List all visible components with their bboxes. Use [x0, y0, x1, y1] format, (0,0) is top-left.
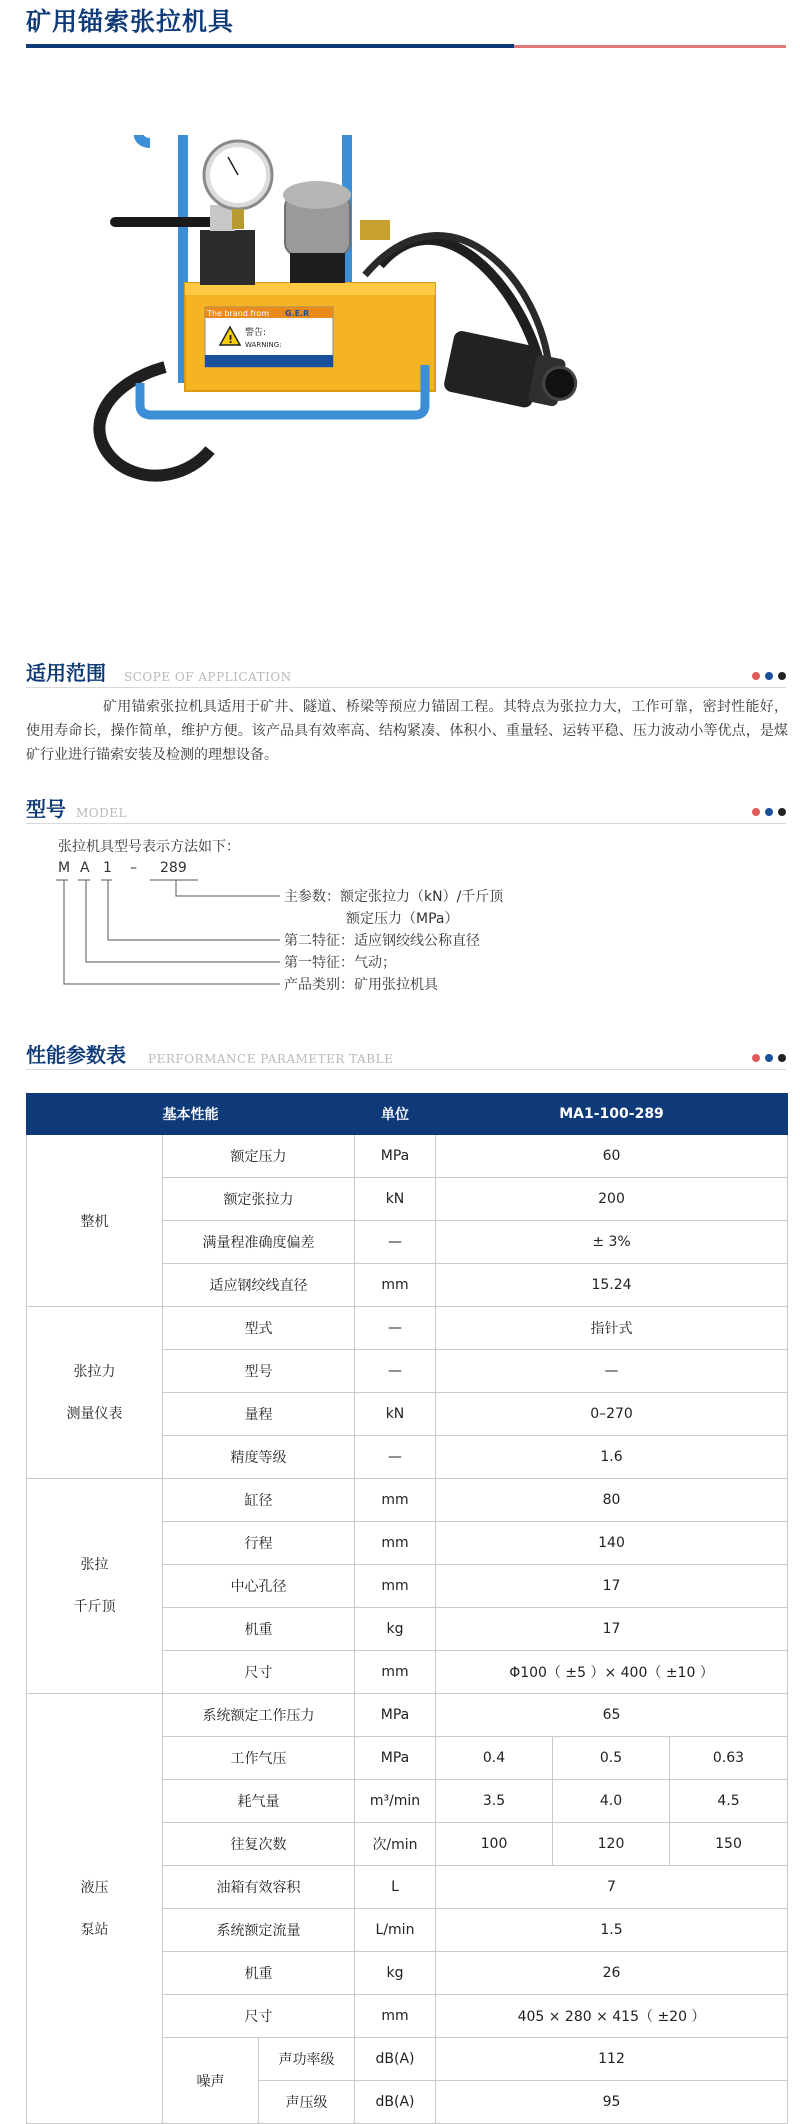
- param-unit: kN: [355, 1178, 436, 1221]
- param-unit: mm: [355, 1522, 436, 1565]
- param-unit: mm: [355, 1651, 436, 1694]
- category-pump: [27, 1694, 163, 2124]
- param-unit: MPa: [355, 1737, 436, 1780]
- page-title: 矿用锚索张拉机具: [26, 7, 235, 36]
- param-name: 系统额定流量: [163, 1909, 355, 1952]
- warning-en: WARNING:: [245, 341, 282, 349]
- param-value: 指针式: [436, 1307, 788, 1350]
- header-model: MA1-100-289: [436, 1094, 788, 1135]
- model-code-char: 1: [103, 860, 112, 876]
- param-unit: MPa: [355, 1135, 436, 1178]
- param-value: 15.24: [436, 1264, 788, 1307]
- title-underline-red: [514, 45, 786, 48]
- param-value: 112: [436, 2038, 788, 2081]
- category-gauge-line1: 张拉力: [73, 1363, 116, 1380]
- param-name: 型式: [163, 1307, 355, 1350]
- section-title-model: 型号: [26, 797, 66, 821]
- model-label-first-feature: 第一特征：气动；: [284, 955, 396, 971]
- param-name: 耗气量: [163, 1780, 355, 1823]
- param-value: 3.5: [436, 1780, 553, 1823]
- param-name: 行程: [163, 1522, 355, 1565]
- param-unit: mm: [355, 1479, 436, 1522]
- svg-text:!: !: [228, 333, 234, 346]
- header-basic: 基本性能: [27, 1094, 355, 1135]
- decorative-dots: [752, 672, 786, 680]
- section-subtitle-application: SCOPE OF APPLICATION: [124, 670, 292, 684]
- param-value: 0–270: [436, 1393, 788, 1436]
- param-value: 0.5: [553, 1737, 670, 1780]
- brand-label: The brand from: [207, 309, 269, 318]
- section-header-model: [26, 796, 786, 824]
- param-unit: —: [355, 1221, 436, 1264]
- model-label-second-feature: 第二特征：适应钢绞线公称直径: [284, 933, 480, 949]
- brand-mark: G.E.R: [285, 309, 310, 318]
- model-label-main-param: 主参数：额定张拉力（kN）/千斤顶: [284, 889, 504, 905]
- param-value: 405 × 280 × 415（ ±20 ）: [436, 1995, 788, 2038]
- param-value: 60: [436, 1135, 788, 1178]
- category-jack-line1: 张拉: [80, 1557, 109, 1573]
- param-unit: mm: [355, 1264, 436, 1307]
- param-value: 150: [670, 1823, 788, 1866]
- title-underline-blue: [26, 44, 514, 48]
- model-code-char: A: [80, 860, 90, 876]
- section-title-performance: 性能参数表: [26, 1043, 126, 1067]
- section-header-application: [26, 660, 786, 688]
- section-title-application: 适用范围: [26, 661, 106, 685]
- param-name: 精度等级: [163, 1436, 355, 1479]
- model-label-category: 产品类别：矿用张拉机具: [284, 977, 438, 993]
- param-unit: m³/min: [355, 1780, 436, 1823]
- param-name: 尺寸: [163, 1995, 355, 2038]
- param-value: 4.0: [553, 1780, 670, 1823]
- param-name: 中心孔径: [163, 1565, 355, 1608]
- category-jack-line2: 千斤顶: [73, 1599, 116, 1615]
- param-unit: MPa: [355, 1694, 436, 1737]
- param-unit: kg: [355, 1952, 436, 1995]
- table-row: [27, 1479, 788, 1522]
- product-photo: [80, 135, 720, 555]
- param-value: Φ100（ ±5 ）× 400（ ±10 ）: [436, 1651, 788, 1694]
- param-name: 额定压力: [163, 1135, 355, 1178]
- param-unit: mm: [355, 1995, 436, 2038]
- section-header-performance: [26, 1042, 786, 1070]
- param-unit: kg: [355, 1608, 436, 1651]
- param-unit: L/min: [355, 1909, 436, 1952]
- param-unit: dB(A): [355, 2038, 436, 2081]
- param-unit: —: [355, 1436, 436, 1479]
- param-unit: —: [355, 1350, 436, 1393]
- param-name: 额定张拉力: [163, 1178, 355, 1221]
- param-name: 油箱有效容积: [163, 1866, 355, 1909]
- category-pump-line1: 液压: [80, 1879, 109, 1896]
- param-unit: mm: [355, 1565, 436, 1608]
- param-name: 缸径: [163, 1479, 355, 1522]
- param-unit: dB(A): [355, 2081, 436, 2124]
- header-unit: 单位: [355, 1094, 436, 1135]
- model-code-char: M: [58, 860, 71, 876]
- param-value: 17: [436, 1565, 788, 1608]
- performance-table: [26, 1093, 788, 2124]
- param-value: 4.5: [670, 1780, 788, 1823]
- param-name: 工作气压: [163, 1737, 355, 1780]
- param-name: 满量程准确度偏差: [163, 1221, 355, 1264]
- table-row: [27, 1694, 788, 1737]
- model-label-main-param-2: 额定压力（MPa）: [346, 911, 459, 927]
- decorative-dots: [752, 808, 786, 816]
- param-value: 95: [436, 2081, 788, 2124]
- param-value: 65: [436, 1694, 788, 1737]
- param-value: 26: [436, 1952, 788, 1995]
- table-header-row: [27, 1094, 788, 1135]
- param-unit: kN: [355, 1393, 436, 1436]
- category-noise: 噪声: [163, 2038, 259, 2124]
- param-value: 200: [436, 1178, 788, 1221]
- param-name: 适应钢绞线直径: [163, 1264, 355, 1307]
- param-name: 型号: [163, 1350, 355, 1393]
- param-value: 80: [436, 1479, 788, 1522]
- table-row: [27, 1307, 788, 1350]
- param-value: —: [436, 1350, 788, 1393]
- section-subtitle-model: MODEL: [76, 806, 127, 820]
- param-value: 140: [436, 1522, 788, 1565]
- param-unit: 次/min: [355, 1823, 436, 1866]
- category-jack: [27, 1479, 163, 1694]
- param-value: 17: [436, 1608, 788, 1651]
- param-name: 系统额定工作压力: [163, 1694, 355, 1737]
- category-gauge: [27, 1307, 163, 1479]
- param-value: 1.5: [436, 1909, 788, 1952]
- param-name: 声功率级: [259, 2038, 355, 2081]
- param-value: 1.6: [436, 1436, 788, 1479]
- param-value: 120: [553, 1823, 670, 1866]
- section-subtitle-performance: PERFORMANCE PARAMETER TABLE: [148, 1052, 394, 1066]
- param-value: 0.4: [436, 1737, 553, 1780]
- decorative-dots: [752, 1054, 786, 1062]
- param-value: 0.63: [670, 1737, 788, 1780]
- model-intro: 张拉机具型号表示方法如下：: [58, 839, 240, 855]
- param-name: 机重: [163, 1608, 355, 1651]
- param-value: ± 3%: [436, 1221, 788, 1264]
- table-row: [27, 1135, 788, 1178]
- application-description: 矿用锚索张拉机具适用于矿井、隧道、桥梁等预应力锚固工程。其特点为张拉力大，工作可靠，密封性能好，使用寿命长，操作简单，维护方便。该产品具有效率高、结构紧凑、体积小、重量轻、运转平稳、压力波动小等优点，是煤矿行业进行锚索安装及检测的理想设备。: [26, 699, 788, 763]
- param-name: 尺寸: [163, 1651, 355, 1694]
- param-name: 量程: [163, 1393, 355, 1436]
- category-whole: 整机: [27, 1135, 163, 1307]
- param-unit: —: [355, 1307, 436, 1350]
- param-name: 声压级: [259, 2081, 355, 2124]
- category-gauge-line2: 测量仪表: [66, 1405, 123, 1422]
- category-pump-line2: 泵站: [80, 1921, 109, 1938]
- warning-cn: 警告:: [245, 328, 267, 338]
- param-unit: L: [355, 1866, 436, 1909]
- param-value: 100: [436, 1823, 553, 1866]
- model-code-char: –: [130, 860, 137, 876]
- param-name: 往复次数: [163, 1823, 355, 1866]
- param-name: 机重: [163, 1952, 355, 1995]
- model-code-char: 289: [160, 860, 187, 876]
- param-value: 7: [436, 1866, 788, 1909]
